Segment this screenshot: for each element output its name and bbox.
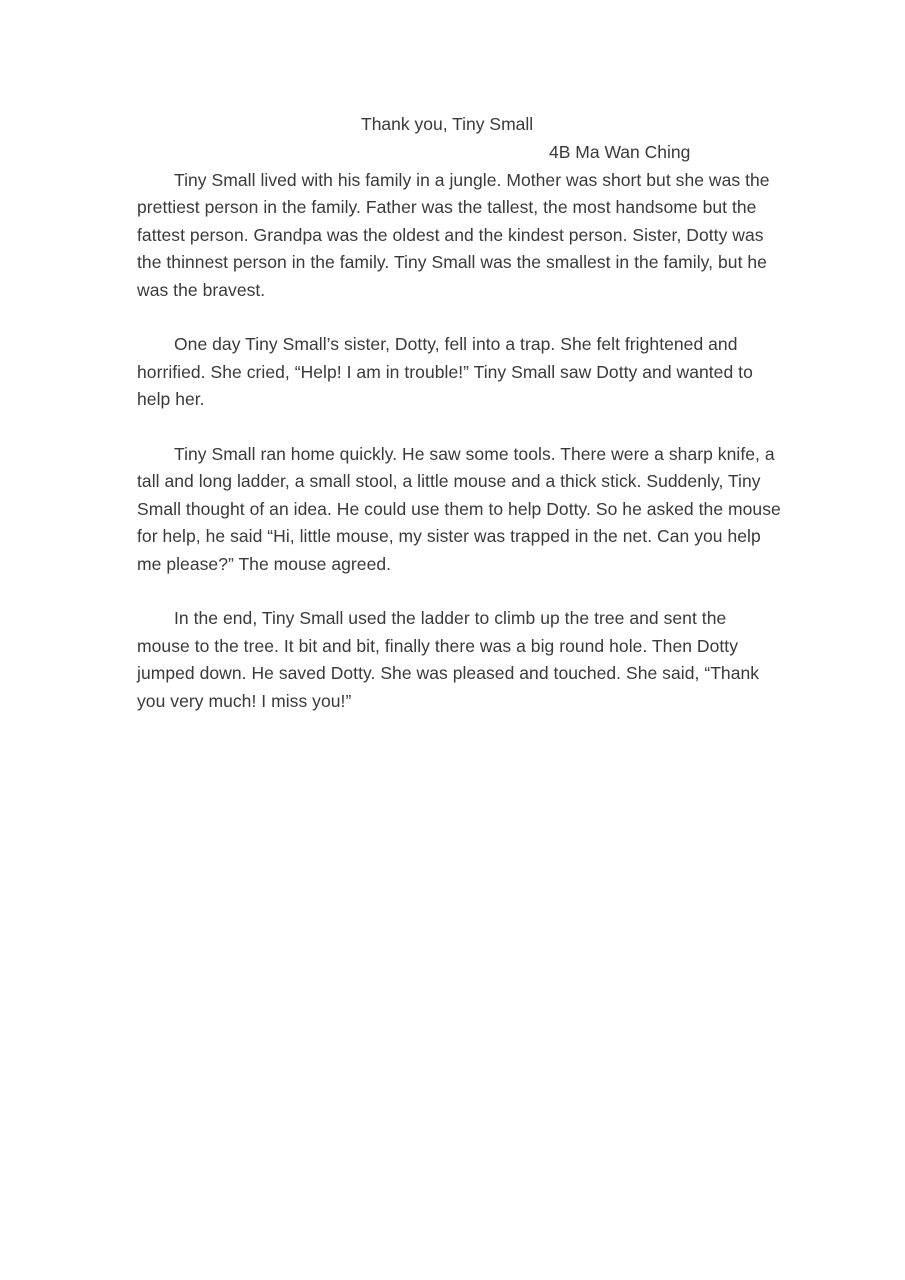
story-body xyxy=(137,167,782,742)
story-title: Thank you, Tiny Small xyxy=(361,114,534,134)
paragraph-1: Tiny Small lived with his family in a jungle. Mother was short but she was the prettiest person in the family. Father was the tallest, the most handsome but the fattest person. Grandpa was the oldest and the kindest person. Sister, Dotty was the thinnest person in the family. Tiny Small was the smallest in the family, but he was the bravest. xyxy=(137,170,770,300)
story-author: 4B Ma Wan Ching xyxy=(549,142,691,162)
paragraph-3: Tiny Small ran home quickly. He saw some tools. There were a sharp knife, a tall and long ladder, a small stool, a little mouse and a thick stick. Suddenly, Tiny Small thought of an idea. He could use them to help Dotty. So he asked the mouse for help, he said “Hi, little mouse, my sister was trapped in the net. Can you help me please?” The mouse agreed. xyxy=(137,444,781,574)
paragraph-2: One day Tiny Small’s sister, Dotty, fell into a trap. She felt frightened and horrified. She cried, “Help! I am in trouble!” Tiny Small saw Dotty and wanted to help her. xyxy=(137,334,753,410)
paragraph-4: In the end, Tiny Small used the ladder to climb up the tree and sent the mouse to the tree. It bit and bit, finally there was a big round hole. Then Dotty jumped down. He saved Dotty. She was pleased and touched. She said, “Thank you very much! I miss you!” xyxy=(137,608,760,711)
